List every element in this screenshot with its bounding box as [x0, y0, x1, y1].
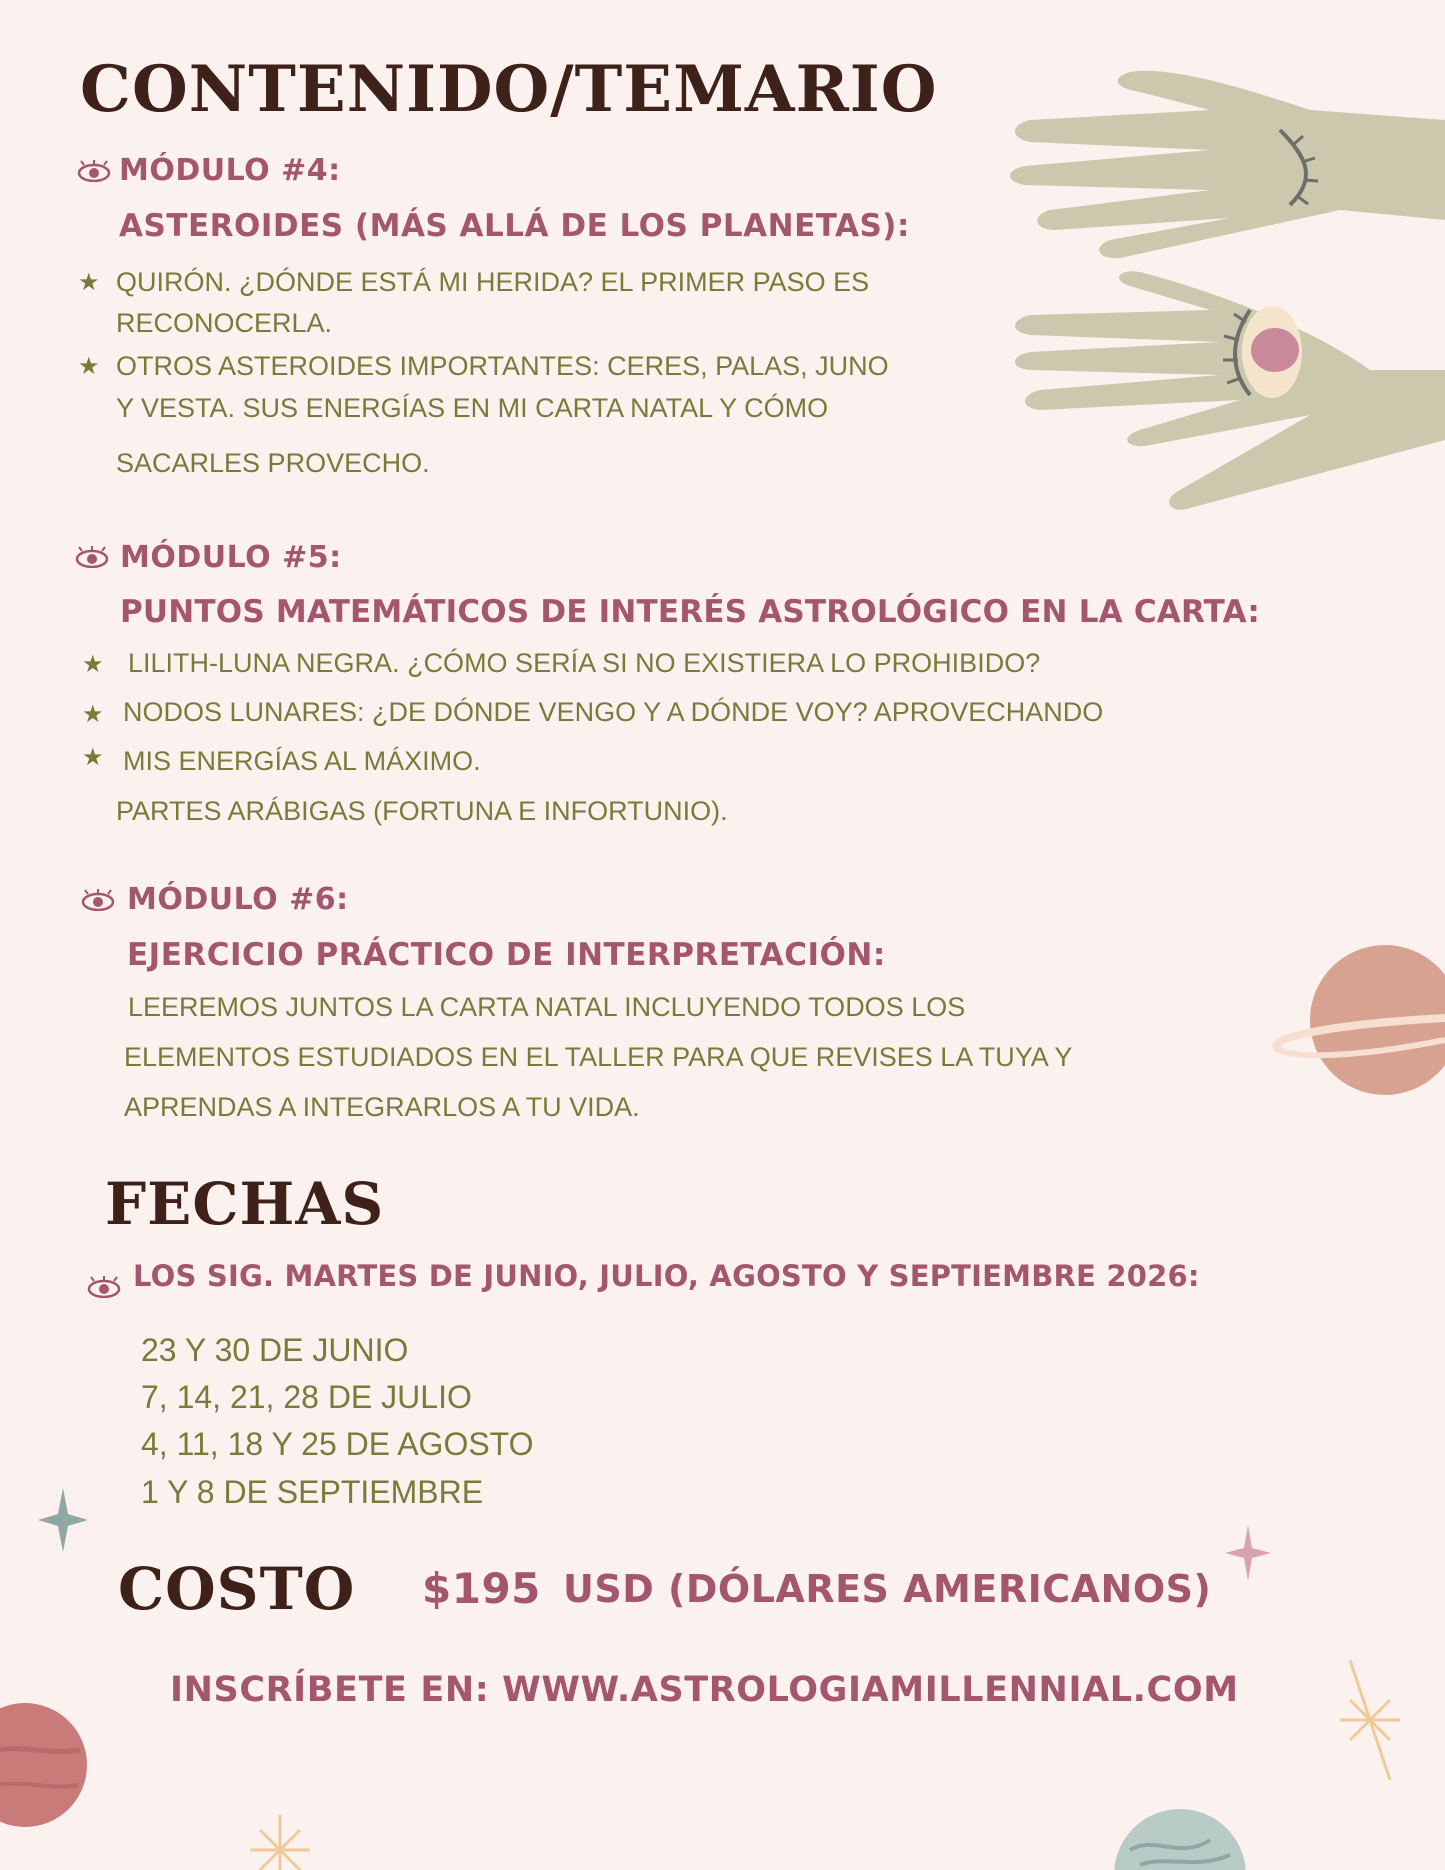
star-bullet-icon: ★	[78, 269, 100, 296]
date-line: 1 Y 8 DE SEPTIEMBRE	[141, 1474, 484, 1510]
module-4-line: SACARLES PROVECHO.	[116, 448, 430, 478]
date-line: 4, 11, 18 Y 25 DE AGOSTO	[141, 1426, 534, 1462]
module-4-subtitle: ASTEROIDES (MÁS ALLÁ DE LOS PLANETAS):	[119, 208, 910, 244]
planet-bottom-left-illustration	[0, 1700, 90, 1830]
sparkle-gold-small-icon	[250, 1815, 310, 1870]
module-5-line: LILITH-LUNA NEGRA. ¿CÓMO SERÍA SI NO EXISTIERA LO PROHIBIDO?	[128, 648, 1041, 678]
module-5-heading: MÓDULO #5:	[120, 540, 342, 575]
module-4-heading: MÓDULO #4:	[119, 153, 341, 188]
eye-icon	[80, 889, 116, 911]
star-bullet-icon: ★	[82, 701, 104, 728]
currency: USD (DÓLARES AMERICANOS)	[563, 1567, 1212, 1611]
star-bullet-icon: ★	[82, 651, 104, 678]
hands-illustration	[1010, 70, 1445, 550]
module-6-heading: MÓDULO #6:	[127, 882, 349, 917]
module-6-line: ELEMENTOS ESTUDIADOS EN EL TALLER PARA QUE REVISES LA TUYA Y	[124, 1042, 1073, 1072]
module-6-line: APRENDAS A INTEGRARLOS A TU VIDA.	[124, 1092, 640, 1122]
module-6-subtitle: EJERCICIO PRÁCTICO DE INTERPRETACIÓN:	[127, 937, 886, 973]
module-4-line: QUIRÓN. ¿DÓNDE ESTÁ MI HERIDA? EL PRIMER PASO ES	[116, 267, 870, 297]
star-bullet-icon: ★	[82, 744, 104, 771]
module-4-line: OTROS ASTEROIDES IMPORTANTES: CERES, PALAS, JUNO	[116, 351, 889, 381]
ringed-planet-illustration	[1260, 940, 1445, 1110]
signup-link[interactable]: INSCRÍBETE EN: WWW.ASTROLOGIAMILLENNIAL.COM	[170, 1670, 1239, 1710]
sparkle-pink-icon	[1225, 1525, 1271, 1581]
eye-icon	[76, 160, 112, 182]
date-line: 7, 14, 21, 28 DE JULIO	[141, 1379, 472, 1415]
sparkle-teal-icon	[38, 1488, 88, 1552]
star-bullet-icon: ★	[78, 353, 100, 380]
sparkle-gold-icon	[1340, 1660, 1400, 1780]
module-5-line: MIS ENERGÍAS AL MÁXIMO.	[123, 746, 481, 776]
fechas-title: FECHAS	[105, 1170, 385, 1238]
module-6-line: LEEREMOS JUNTOS LA CARTA NATAL INCLUYENDO TODOS LOS	[128, 992, 966, 1022]
planet-bottom-right-illustration	[1110, 1800, 1250, 1870]
module-4-line: Y VESTA. SUS ENERGÍAS EN MI CARTA NATAL Y CÓMO	[116, 393, 829, 423]
costo-title: COSTO	[118, 1555, 356, 1623]
price: $195	[422, 1564, 541, 1613]
module-5-line: PARTES ARÁBIGAS (FORTUNA E INFORTUNIO).	[116, 796, 728, 826]
module-5-line: NODOS LUNARES: ¿DE DÓNDE VENGO Y A DÓNDE VOY? APROVECHANDO	[123, 697, 1104, 727]
eye-icon	[74, 546, 110, 568]
eye-icon	[86, 1276, 122, 1298]
fechas-subtitle: LOS SIG. MARTES DE JUNIO, JULIO, AGOSTO Y SEPTIEMBRE 2026:	[133, 1259, 1200, 1293]
date-line: 23 Y 30 DE JUNIO	[141, 1332, 409, 1368]
module-4-line: RECONOCERLA.	[116, 308, 333, 338]
module-5-subtitle: PUNTOS MATEMÁTICOS DE INTERÉS ASTROLÓGICO EN LA CARTA:	[120, 594, 1260, 630]
page-title: CONTENIDO/TEMARIO	[80, 52, 938, 127]
